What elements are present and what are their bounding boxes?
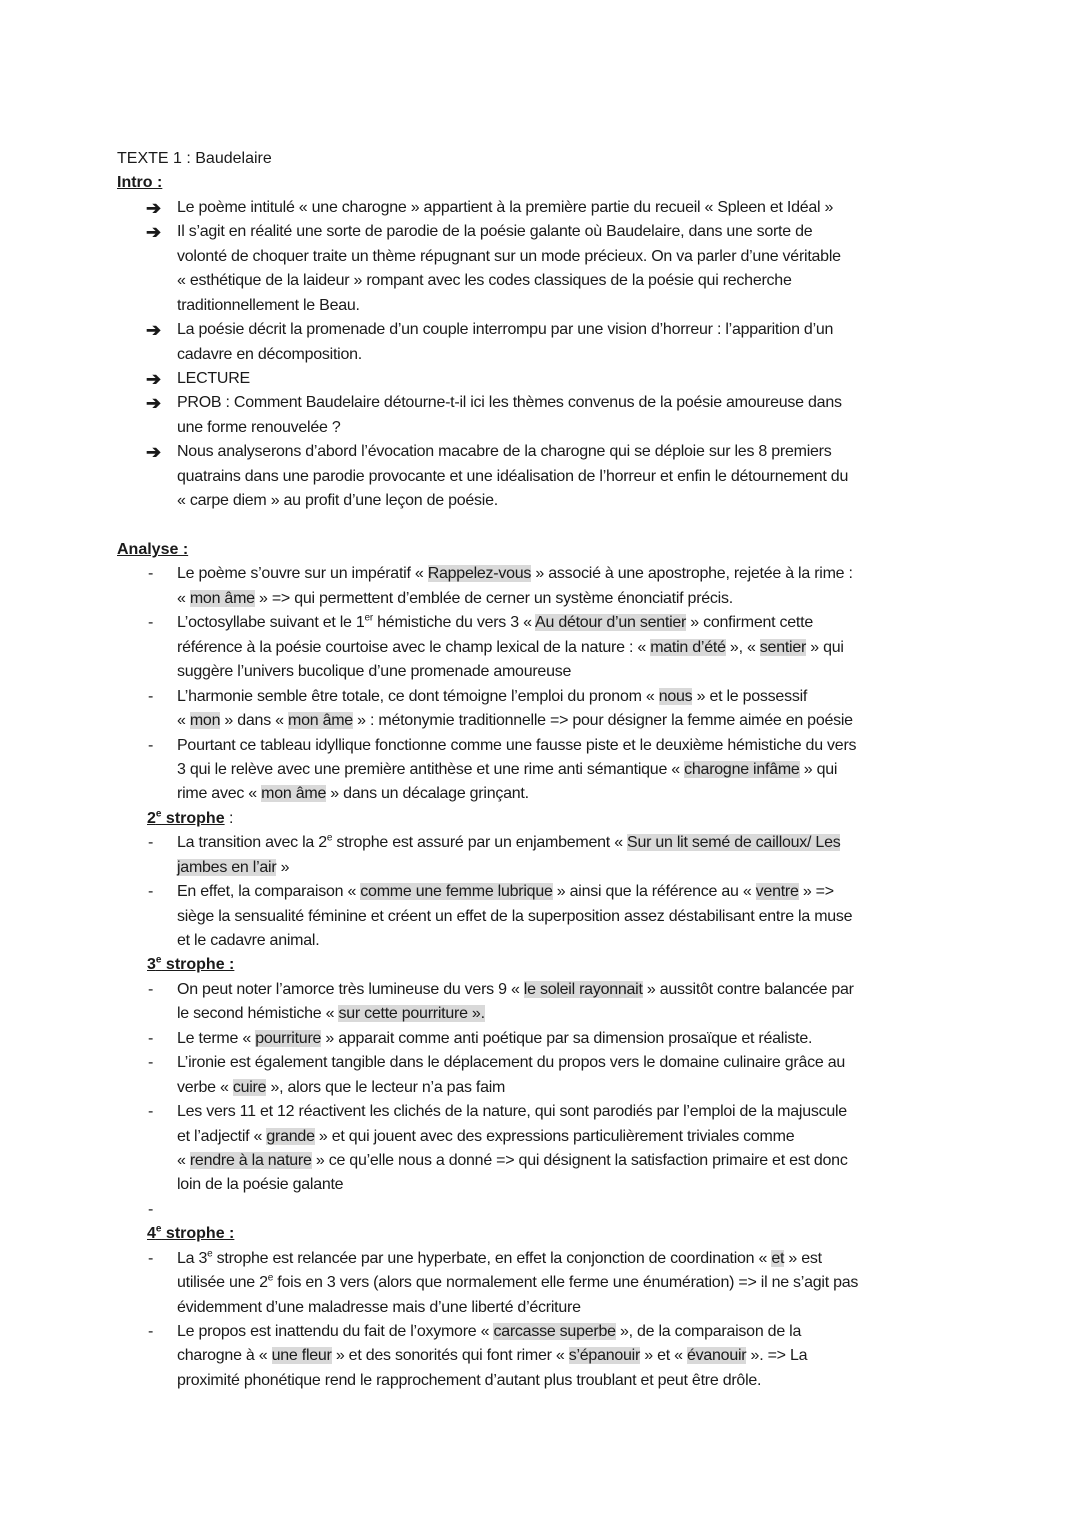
text-run: Nous analyserons d’abord l’évocation macabre de la charogne qui se déploie sur les 8 premiers (177, 443, 832, 461)
list-item (0, 440, 1080, 464)
list-item-continuation (0, 1076, 1080, 1100)
list-item-continuation (0, 489, 1080, 513)
dash-bullet-icon: - (148, 565, 154, 583)
text-run: » (276, 858, 290, 876)
text-run: » qui (806, 638, 844, 656)
text-run: La poésie décrit la promenade d’un couple interrompu par une vision d’horreur : l’apparition d’un (177, 321, 834, 339)
text-run: loin de la poésie galante (177, 1176, 344, 1194)
text-run: » apparait comme anti poétique par sa dimension prosaïque et réaliste. (321, 1029, 813, 1047)
text-run: siège la sensualité féminine et créent un effet de la superposition assez déstabilisant entre la muse (177, 907, 853, 925)
list-item (0, 734, 1080, 758)
dash-bullet-icon: - (148, 980, 154, 998)
list-item-continuation (0, 269, 1080, 293)
list-item-continuation (0, 660, 1080, 684)
section-heading (0, 1222, 1080, 1246)
superscript: e (326, 832, 333, 844)
highlighted-quote: évanouir (686, 1347, 747, 1365)
text-run: Il s’agit en réalité une sorte de parodie de la poésie galante où Baudelaire, dans une sorte de (177, 223, 813, 241)
section-heading (0, 953, 1080, 977)
list-item (0, 318, 1080, 342)
list-item (0, 1198, 1080, 1222)
highlighted-quote: sentier (759, 638, 807, 656)
list-item-continuation (0, 465, 1080, 489)
text-run: » : métonymie traditionnelle => pour désigner la femme aimée en poésie (352, 712, 853, 730)
superscript: e (155, 1223, 162, 1235)
highlighted-quote: mon âme (288, 712, 353, 730)
highlighted-quote: ventre (755, 883, 799, 901)
section-heading (0, 807, 1080, 831)
list-item-continuation (0, 782, 1080, 806)
text-run: L’octosyllabe suivant et le 1 (177, 614, 365, 632)
text-run: » => qui permettent d’emblée de cerner un système énonciatif précis. (254, 589, 733, 607)
list-item-continuation (0, 1125, 1080, 1149)
text-run: Le poème intitulé « une charogne » appartient à la première partie du recueil « Spleen et Idéal » (177, 198, 834, 216)
text-run: » qui (799, 760, 838, 778)
arrow-bullet-icon: ➔ (146, 393, 161, 414)
text-run: strophe est relancée par une hyperbate, en effet la conjonction de coordination « (212, 1249, 772, 1267)
dash-bullet-icon: - (148, 834, 154, 852)
list-item-continuation (0, 587, 1080, 611)
text-run: le second hémistiche « (177, 1005, 339, 1023)
arrow-bullet-icon: ➔ (146, 222, 161, 243)
highlighted-quote: carcasse superbe (493, 1323, 616, 1340)
list-item (0, 1051, 1080, 1075)
dash-bullet-icon: - (148, 1200, 154, 1218)
highlighted-quote: grande (266, 1127, 315, 1145)
list-item (0, 831, 1080, 855)
heading-label-rest: strophe : (161, 1225, 235, 1243)
text-run: rime avec « (177, 785, 262, 803)
text-run: » associé à une apostrophe, rejetée à la rime : (531, 565, 853, 583)
list-item-continuation (0, 1173, 1080, 1197)
list-item (0, 196, 1080, 220)
text-run: La transition avec la 2 (177, 834, 327, 852)
arrow-bullet-icon: ➔ (146, 442, 161, 463)
list-item-continuation (0, 709, 1080, 733)
heading-label-rest: strophe (161, 809, 225, 827)
section-heading (0, 538, 1080, 562)
text-run: « (177, 712, 190, 730)
text-run: hémistiche du vers 3 « (372, 614, 536, 632)
text-run: et l’adjectif « (177, 1127, 267, 1145)
superscript: e (207, 1248, 213, 1260)
list-item (0, 220, 1080, 244)
superscript: e (155, 808, 162, 820)
list-item-continuation (0, 1002, 1080, 1026)
text-run: On peut noter l’amorce très lumineuse du vers 9 « (177, 980, 524, 998)
list-item-continuation (0, 1149, 1080, 1173)
text-run: et le cadavre animal. (177, 932, 320, 949)
highlighted-quote: Au détour d’un sentier (535, 614, 687, 632)
highlighted-quote: et (771, 1249, 785, 1267)
text-run: évidemment d’une maladresse mais d’une liberté d’écriture (177, 1298, 581, 1316)
list-item-continuation (0, 929, 1080, 953)
text-run: « (177, 589, 190, 607)
dash-bullet-icon: - (148, 687, 154, 705)
arrow-bullet-icon: ➔ (146, 197, 161, 218)
text-run: » et qui jouent avec des expressions particulièrement triviales comme (314, 1127, 795, 1145)
text-run: » ce qu’elle nous a donné => qui désignent la satisfaction primaire et est donc (311, 1151, 848, 1169)
text-run: « (177, 1151, 190, 1169)
list-item-continuation (0, 905, 1080, 929)
text-run: En effet, la comparaison « (177, 883, 361, 901)
text-run: quatrains dans une parodie provocante et une idéalisation de l’horreur et enfin le détournement du (177, 467, 849, 485)
text-run: 3 qui le relève avec une première antithèse et une rime anti sémantique « (177, 760, 685, 778)
text-run: volonté de choquer traite un thème répugnant sur un mode précieux. On va parler d’une véritable (177, 247, 841, 265)
text-run: » dans un décalage grinçant. (326, 785, 529, 803)
text-run: « esthétique de la laideur » rompant avec les codes classiques de la poésie qui recherche (177, 272, 792, 290)
highlighted-quote: rendre à la nature (189, 1151, 312, 1169)
text-run: fois en 3 vers (alors que normalement elle ferme une énumération) => il ne s’agit pas (273, 1274, 859, 1292)
highlighted-quote: jambes en l’air (177, 858, 277, 876)
heading-suffix: : (224, 809, 234, 827)
dash-bullet-icon: - (148, 1029, 154, 1047)
text-run: », de la comparaison de la (615, 1323, 802, 1340)
list-item (0, 367, 1080, 391)
heading-label: 2e strophe (147, 808, 225, 827)
text-run: référence à la poésie courtoise avec le champ lexical de la nature : « (177, 638, 651, 656)
text-run: », « (725, 638, 760, 656)
dash-bullet-icon: - (148, 1249, 154, 1267)
text-run: Le propos est inattendu du fait de l’oxymore « (177, 1323, 494, 1340)
highlighted-quote: cuire (232, 1078, 267, 1096)
text-run: » => (798, 883, 834, 901)
list-item-continuation (0, 758, 1080, 782)
list-item-continuation (0, 416, 1080, 440)
highlighted-quote: comme une femme lubrique (360, 883, 553, 901)
heading-label: 4e strophe : (147, 1223, 235, 1243)
list-item-continuation (0, 245, 1080, 269)
text-run: La 3 (177, 1249, 208, 1267)
list-item (0, 562, 1080, 586)
text-run: ». => La (746, 1347, 808, 1365)
list-item-continuation (0, 636, 1080, 660)
list-item (0, 880, 1080, 904)
highlighted-quote: mon âme (189, 589, 255, 607)
text-run: LECTURE (177, 369, 250, 387)
dash-bullet-icon: - (148, 1103, 154, 1121)
text-run: L’harmonie semble être totale, ce dont témoigne l’emploi du pronom « (177, 687, 659, 705)
text-run: » dans « (220, 712, 288, 730)
list-item-continuation (0, 294, 1080, 318)
text-run: Les vers 11 et 12 réactivent les clichés de la nature, qui sont parodiés par l’emploi de la majuscule (177, 1103, 847, 1121)
text-run: verbe « (177, 1078, 233, 1096)
list-item-continuation (0, 1344, 1080, 1368)
dash-bullet-icon: - (148, 736, 154, 754)
superscript: e (155, 955, 162, 967)
list-item (0, 1100, 1080, 1124)
text-run: » aussitôt contre balancée par (642, 980, 854, 998)
highlighted-quote: matin d’été (650, 638, 726, 656)
list-item (0, 1320, 1080, 1344)
highlighted-quote: s’épanouir (568, 1347, 641, 1365)
text-run: », alors que le lecteur n’a pas faim (266, 1078, 506, 1096)
text-run: » et « (640, 1347, 687, 1365)
list-item (0, 611, 1080, 635)
list-item (0, 391, 1080, 415)
list-item-continuation (0, 1271, 1080, 1295)
highlighted-quote: Sur un lit semé de cailloux/ Les (627, 834, 841, 852)
text-run: utilisée une 2 (177, 1274, 268, 1292)
superscript: er (364, 612, 373, 624)
list-item (0, 978, 1080, 1002)
heading-label-rest: strophe : (161, 956, 235, 974)
list-item-continuation (0, 1296, 1080, 1320)
highlighted-quote: charogne infâme (684, 760, 800, 778)
list-item (0, 1247, 1080, 1271)
heading-label: 3e strophe : (147, 955, 235, 974)
highlighted-quote: le soleil rayonnait (523, 980, 643, 998)
heading-label: Intro : (117, 174, 163, 192)
text-run: cadavre en décomposition. (177, 345, 362, 363)
text-run: traditionnellement le Beau. (177, 296, 360, 314)
text-run: une forme renouvelée ? (177, 418, 341, 436)
list-item-continuation (0, 856, 1080, 880)
text-run: proximité phonétique rend le rapprochement d’autant plus troublant et peut être drôle. (177, 1371, 762, 1389)
dash-bullet-icon: - (148, 1054, 154, 1072)
list-item (0, 1027, 1080, 1051)
highlighted-quote: mon âme (261, 785, 327, 803)
dash-bullet-icon: - (148, 883, 154, 901)
text-run: strophe est assuré par un enjambement « (332, 834, 628, 852)
text-run: Pourtant ce tableau idyllique fonctionne comme une fausse piste et le deuxième hémistiche du vers (177, 736, 857, 754)
highlighted-quote: Rappelez-vous (427, 565, 532, 583)
highlighted-quote: une fleur (271, 1347, 332, 1365)
text-run: » est (784, 1249, 822, 1267)
text-run: charogne à « (177, 1347, 272, 1365)
highlighted-quote: sur cette pourriture ». (338, 1005, 485, 1023)
text-run: « carpe diem » au profit d’une leçon de poésie. (177, 492, 498, 510)
text-run: PROB : Comment Baudelaire détourne-t-il ici les thèmes convenus de la poésie amoureuse dans (177, 394, 842, 412)
superscript: e (267, 1272, 274, 1284)
section-heading (0, 171, 1080, 195)
text-run: » et des sonorités qui font rimer « (331, 1347, 569, 1365)
text-run: L’ironie est également tangible dans le déplacement du propos vers le domaine culinaire grâce au (177, 1054, 845, 1072)
highlighted-quote: mon (189, 712, 221, 730)
list-item-continuation (0, 1369, 1080, 1393)
text-run: Le poème s’ouvre sur un impératif « (177, 565, 428, 583)
text-run: » et le possessif (692, 687, 808, 705)
dash-bullet-icon: - (148, 1323, 154, 1340)
arrow-bullet-icon: ➔ (146, 368, 161, 389)
blank-line (0, 514, 1080, 538)
text-run: suggère l’univers bucolique d’une promenade amoureuse (177, 663, 572, 681)
arrow-bullet-icon: ➔ (146, 320, 161, 341)
document-page (0, 147, 1080, 1393)
list-item-continuation (0, 343, 1080, 367)
highlighted-quote: pourriture (255, 1029, 322, 1047)
highlighted-quote: nous (658, 687, 693, 705)
text-run: » confirment cette (686, 614, 813, 632)
text-run: Le terme « (177, 1029, 256, 1047)
document-title: TEXTE 1 : Baudelaire (117, 150, 272, 167)
list-item (0, 685, 1080, 709)
dash-bullet-icon: - (148, 614, 154, 632)
heading-label: Analyse : (117, 541, 189, 558)
text-run: » ainsi que la référence au « (552, 883, 756, 901)
